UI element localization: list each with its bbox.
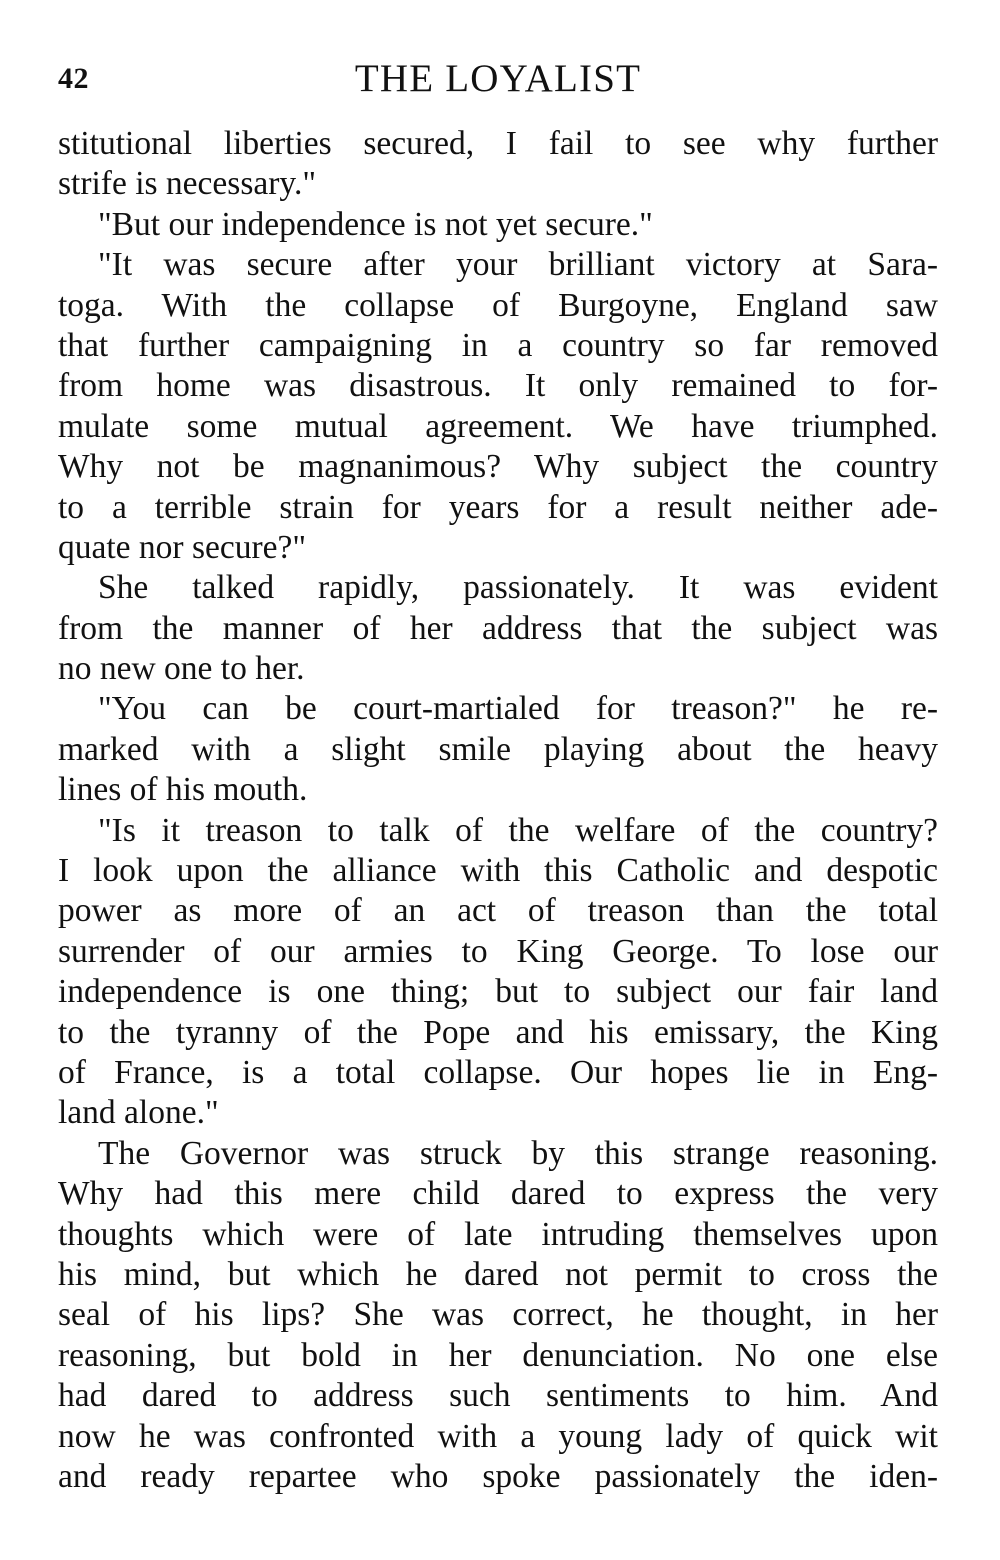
text-line: seal of his lips? She was correct, he thought, in her	[58, 1296, 938, 1334]
text-line: The Governor was struck by this strange reasoning.	[98, 1134, 938, 1172]
text-line: independence is one thing; but to subject our fair land	[58, 973, 938, 1011]
text-line: marked with a slight smile playing about the heavy	[58, 730, 938, 768]
text-line: "Is it treason to talk of the welfare of the country?	[98, 811, 938, 849]
page-header	[58, 56, 938, 104]
text-line: his mind, but which he dared not permit to cross the	[58, 1255, 938, 1293]
body-text	[58, 124, 938, 1497]
text-line: to a terrible strain for years for a result neither ade-	[58, 488, 938, 526]
text-line: thoughts which were of late intruding themselves upon	[58, 1215, 938, 1253]
text-line: lines of his mouth.	[58, 771, 308, 809]
text-line: "But our independence is not yet secure."	[98, 205, 653, 243]
text-line: power as more of an act of treason than the total	[58, 892, 938, 930]
text-line: "It was secure after your brilliant victory at Sara-	[98, 246, 938, 284]
text-line: land alone."	[58, 1094, 219, 1132]
page-number: 42	[58, 62, 89, 95]
text-line: reasoning, but bold in her denunciation. No one else	[58, 1336, 938, 1374]
text-line: stitutional liberties secured, I fail to see why further	[58, 125, 938, 162]
text-line: "You can be court-martialed for treason?" he re-	[98, 690, 938, 728]
text-line: now he was confronted with a young lady of quick wit	[58, 1417, 938, 1455]
text-line: no new one to her.	[58, 650, 305, 688]
text-line: and ready repartee who spoke passionately the iden-	[58, 1457, 938, 1495]
text-line: to the tyranny of the Pope and his emissary, the King	[58, 1013, 938, 1051]
text-line: I look upon the alliance with this Catholic and despotic	[58, 852, 938, 890]
text-line: that further campaigning in a country so far removed	[58, 326, 938, 364]
running-head: THE LOYALIST	[354, 57, 642, 100]
text-line: of France, is a total collapse. Our hopes lie in Eng-	[58, 1053, 938, 1091]
text-line: strife is necessary."	[58, 165, 317, 203]
text-line: from home was disastrous. It only remained to for-	[58, 367, 938, 405]
text-line: toga. With the collapse of Burgoyne, England saw	[58, 286, 938, 324]
text-line: She talked rapidly, passionately. It was evident	[98, 569, 938, 607]
text-line: had dared to address such sentiments to him. And	[58, 1377, 938, 1415]
text-line: mulate some mutual agreement. We have triumphed.	[58, 407, 938, 445]
text-line: from the manner of her address that the subject was	[58, 609, 938, 647]
text-line: Why had this mere child dared to express the very	[58, 1175, 938, 1213]
text-line: quate nor secure?"	[58, 528, 307, 566]
text-line: surrender of our armies to King George. To lose our	[58, 932, 938, 970]
text-line: Why not be magnanimous? Why subject the country	[58, 448, 938, 486]
